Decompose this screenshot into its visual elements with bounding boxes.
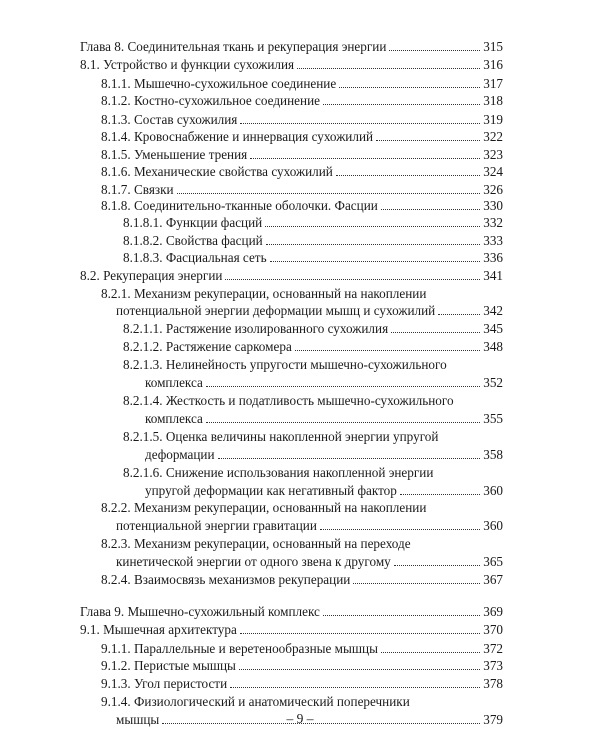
toc-entry-page: 370 [483, 622, 503, 637]
toc-entry [116, 517, 503, 534]
toc-entry-page: 336 [483, 250, 503, 265]
toc-entry-title: комплекса [145, 411, 203, 426]
dot-leader [265, 214, 480, 227]
dot-leader [270, 249, 481, 262]
dot-leader [438, 302, 480, 315]
toc-entry [123, 232, 503, 249]
toc-entry [145, 410, 503, 427]
toc-entry-page: 342 [483, 303, 503, 318]
toc-entry-title: 8.1.8.1. Функции фасций [123, 215, 263, 230]
dot-leader [225, 267, 480, 280]
toc-entry [101, 75, 503, 92]
toc-entry-page: 355 [483, 411, 503, 426]
dot-leader [239, 657, 480, 670]
toc-entry [101, 640, 503, 657]
toc-entry-title: 8.1.2. Костно-сухожильное соединение [101, 93, 320, 108]
toc-entry-title: 8.1.7. Связки [101, 182, 174, 197]
toc-entry-title: 8.2.2. Механизм рекуперации, основанный на накоплении [101, 500, 427, 515]
toc-entry-page: 365 [483, 554, 503, 569]
toc-entry-page: 378 [483, 676, 503, 691]
toc-entry-page: 352 [483, 375, 503, 390]
toc-entry-title: 8.2. Рекуперация энергии [80, 268, 223, 283]
dot-leader [353, 571, 480, 584]
toc-entry-title: 9.1.1. Параллельные и веретенообразные мышцы [101, 641, 378, 656]
toc-entry-page: 373 [483, 658, 503, 673]
dot-leader [339, 75, 480, 88]
toc-entry [101, 675, 503, 692]
dot-leader [381, 640, 480, 653]
toc-entry-page: 367 [483, 572, 503, 587]
toc-entry-page: 326 [483, 182, 503, 197]
dot-leader [250, 146, 480, 159]
dot-leader [240, 621, 480, 634]
dot-leader [400, 482, 480, 495]
dot-leader [266, 232, 481, 245]
toc-entry [145, 482, 503, 499]
toc-entry [101, 657, 503, 674]
toc-entry-page: 318 [483, 93, 503, 108]
toc-entry-page: 369 [483, 604, 503, 619]
toc-entry-title: 8.1.1. Мышечно-сухожильное соединение [101, 76, 337, 91]
toc-entry-title: 8.2.1.3. Нелинейность упругости мышечно-сухожильного [123, 357, 447, 372]
toc-entry-page: 319 [483, 112, 503, 127]
dot-leader [240, 111, 480, 124]
toc-entry [101, 571, 503, 588]
toc-entry-page: 330 [483, 198, 503, 213]
toc-entry-title: 9.1.3. Угол перистости [101, 676, 228, 691]
dot-leader [391, 320, 480, 333]
toc-entry [101, 181, 503, 198]
dot-leader [177, 181, 481, 194]
dot-leader [206, 410, 480, 423]
toc-entry-title: 8.2.1.1. Растяжение изолированного сухожилия [123, 321, 389, 336]
toc-entry-page: 360 [483, 518, 503, 533]
toc-entry-title: 8.1.5. Уменьшение трения [101, 147, 248, 162]
toc-entry [80, 267, 503, 284]
toc-entry-page: 360 [483, 483, 503, 498]
toc-entry-title: 9.1.4. Физиологический и анатомический поперечники [101, 694, 410, 709]
toc-entry [101, 128, 503, 145]
toc-entry-page: 341 [483, 268, 503, 283]
toc-entry-title: 8.1.8.2. Свойства фасций [123, 233, 263, 248]
toc-entry-title: потенциальной энергии деформации мышц и сухожилий [116, 303, 436, 318]
toc-entry-title: 8.1.8.3. Фасциальная сеть [123, 250, 267, 265]
toc-entry-title: Глава 8. Соединительная ткань и рекуперация энергии [80, 39, 387, 54]
dot-leader [320, 517, 480, 530]
toc-entry [80, 38, 503, 55]
toc-entry [123, 338, 503, 355]
toc-entry-title: 8.1. Устройство и функции сухожилия [80, 57, 295, 72]
toc-entry [80, 56, 503, 73]
toc-entry-title: 8.1.3. Состав сухожилия [101, 112, 238, 127]
dot-leader [394, 553, 480, 566]
toc-entry-page: 372 [483, 641, 503, 656]
page-number: – 9 – [286, 711, 314, 726]
toc-entry-title: 8.1.8. Соединительно-тканные оболочки. Фасции [101, 198, 378, 213]
toc-entry [101, 163, 503, 180]
toc-entry-page: 315 [483, 39, 503, 54]
toc-entry-title: 8.2.1.5. Оценка величины накопленной энергии упругой [123, 429, 439, 444]
toc-entry [123, 249, 503, 266]
toc-entry-page: 333 [483, 233, 503, 248]
toc-entry [116, 553, 503, 570]
toc-entry [116, 302, 503, 319]
toc-entry-title: деформации [145, 447, 215, 462]
toc-entry-page: 317 [483, 76, 503, 91]
toc-entry [101, 111, 503, 128]
toc-entry-page: 332 [483, 215, 503, 230]
toc-entry-title: 8.1.6. Механические свойства сухожилий [101, 164, 333, 179]
toc-entry-page: 348 [483, 339, 503, 354]
toc-entry-title: упругой деформации как негативный фактор [145, 483, 397, 498]
dot-leader [295, 338, 480, 351]
toc-entry [101, 146, 503, 163]
toc-entry-title: Глава 9. Мышечно-сухожильный комплекс [80, 604, 320, 619]
dot-leader [323, 603, 480, 616]
toc-entry [101, 197, 503, 214]
toc-entry [80, 603, 503, 620]
toc-entry-title: 8.1.4. Кровоснабжение и иннервация сухожилий [101, 129, 374, 144]
toc-entry [145, 446, 503, 463]
toc-entry [145, 374, 503, 391]
toc-entry-title: 8.2.4. Взаимосвязь механизмов рекуперации [101, 572, 351, 587]
dot-leader [297, 56, 480, 69]
toc-entry-title: комплекса [145, 375, 203, 390]
toc-entry-title: 9.1. Мышечная архитектура [80, 622, 237, 637]
dot-leader [381, 197, 480, 210]
toc-entry-page: 316 [483, 57, 503, 72]
toc-entry-title: 8.2.1.4. Жесткость и податливость мышечно-сухожильного [123, 393, 454, 408]
toc-entry-title: 8.2.1.6. Снижение использования накопленной энергии [123, 465, 434, 480]
dot-leader [389, 38, 480, 51]
toc-entry-title: 8.2.1. Механизм рекуперации, основанный на накоплении [101, 286, 427, 301]
dot-leader [323, 92, 480, 105]
toc-entry-title: 8.2.3. Механизм рекуперации, основанный на переходе [101, 536, 411, 551]
toc-entry-page: 358 [483, 447, 503, 462]
toc-entry-title: потенциальной энергии гравитации [116, 518, 317, 533]
dot-leader [206, 374, 480, 387]
toc-entry-page: 345 [483, 321, 503, 336]
dot-leader [336, 163, 480, 176]
toc-entry-title: 9.1.2. Перистые мышцы [101, 658, 236, 673]
toc-entry-title: кинетической энергии от одного звена к другому [116, 554, 391, 569]
toc-entry [123, 214, 503, 231]
dot-leader [376, 128, 480, 141]
toc-entry-title: мышцы [116, 712, 160, 727]
toc-entry-page: 324 [483, 164, 503, 179]
dot-leader [230, 675, 480, 688]
toc-entry [123, 320, 503, 337]
toc-entry-page: 379 [483, 712, 503, 727]
toc-entry-title: 8.2.1.2. Растяжение саркомера [123, 339, 292, 354]
dot-leader [218, 446, 481, 459]
toc-entry-page: 323 [483, 147, 503, 162]
toc-entry [80, 621, 503, 638]
toc-entry-page: 322 [483, 129, 503, 144]
toc-entry [101, 92, 503, 109]
